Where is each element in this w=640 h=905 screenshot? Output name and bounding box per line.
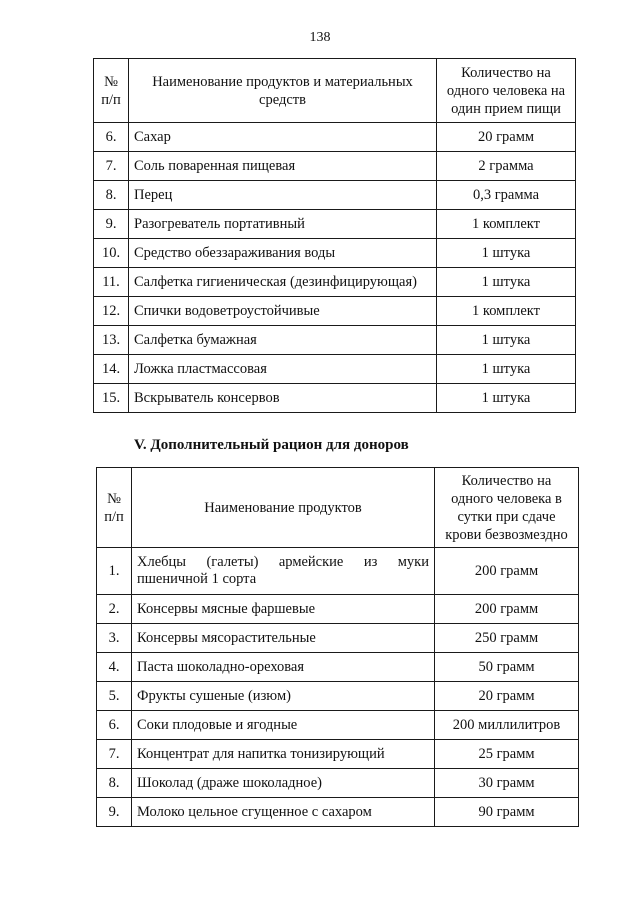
row-quantity: 90 грамм	[435, 798, 579, 827]
row-name: Концентрат для напитка тонизирующий	[132, 740, 435, 769]
row-number: 15.	[94, 384, 129, 413]
row-name: Спички водоветроустойчивые	[129, 297, 437, 326]
row-number: 10.	[94, 239, 129, 268]
table-row	[97, 798, 579, 827]
table-row	[94, 297, 576, 326]
row-quantity: 200 миллилитров	[435, 711, 579, 740]
row-quantity: 25 грамм	[435, 740, 579, 769]
row-name: Сахар	[129, 123, 437, 152]
row-name: Паста шоколадно-ореховая	[132, 653, 435, 682]
row-quantity: 0,3 грамма	[437, 181, 576, 210]
table-row	[97, 740, 579, 769]
row-quantity: 1 штука	[437, 384, 576, 413]
table-row	[94, 384, 576, 413]
column-header-quantity: Количество на одного человека в сутки при сдаче крови безвозмездно	[435, 468, 579, 548]
row-quantity: 2 грамма	[437, 152, 576, 181]
row-number: 8.	[94, 181, 129, 210]
row-number: 8.	[97, 769, 132, 798]
row-quantity: 1 штука	[437, 268, 576, 297]
table-row	[97, 595, 579, 624]
row-name: Молоко цельное сгущенное с сахаром	[132, 798, 435, 827]
row-quantity: 20 грамм	[437, 123, 576, 152]
row-quantity: 1 штука	[437, 326, 576, 355]
row-name: Средство обеззараживания воды	[129, 239, 437, 268]
row-number: 3.	[97, 624, 132, 653]
table-row	[94, 355, 576, 384]
row-number: 6.	[94, 123, 129, 152]
table-row	[97, 548, 579, 595]
row-number: 4.	[97, 653, 132, 682]
column-header-name: Наименование продуктов и материальных средств	[129, 59, 437, 123]
row-number: 12.	[94, 297, 129, 326]
row-name: Фрукты сушеные (изюм)	[132, 682, 435, 711]
row-number: 2.	[97, 595, 132, 624]
column-header-quantity: Количество на одного человека на один прием пищи	[437, 59, 576, 123]
column-header-number: № п/п	[97, 468, 132, 548]
row-quantity: 200 грамм	[435, 548, 579, 595]
row-number: 6.	[97, 711, 132, 740]
row-name: Консервы мясные фаршевые	[132, 595, 435, 624]
row-name: Ложка пластмассовая	[129, 355, 437, 384]
table-row	[97, 711, 579, 740]
table-row	[94, 268, 576, 297]
row-quantity: 1 комплект	[437, 297, 576, 326]
row-name: Вскрыватель консервов	[129, 384, 437, 413]
row-name: Соль поваренная пищевая	[129, 152, 437, 181]
row-name: Хлебцы (галеты) армейские из муки пшеничной 1 сорта	[132, 548, 435, 595]
page-number: 138	[309, 30, 331, 45]
row-quantity: 50 грамм	[435, 653, 579, 682]
row-quantity: 20 грамм	[435, 682, 579, 711]
row-name: Шоколад (драже шоколадное)	[132, 769, 435, 798]
row-number: 9.	[97, 798, 132, 827]
row-name: Разогреватель портативный	[129, 210, 437, 239]
table-header-row	[97, 468, 579, 548]
row-quantity: 30 грамм	[435, 769, 579, 798]
row-quantity: 1 штука	[437, 355, 576, 384]
row-number: 14.	[94, 355, 129, 384]
table-row	[97, 624, 579, 653]
table-row	[94, 123, 576, 152]
row-quantity: 1 штука	[437, 239, 576, 268]
row-number: 7.	[97, 740, 132, 769]
row-number: 13.	[94, 326, 129, 355]
column-header-name: Наименование продуктов	[132, 468, 435, 548]
row-name: Соки плодовые и ягодные	[132, 711, 435, 740]
row-number: 1.	[97, 548, 132, 595]
table-row	[94, 152, 576, 181]
section-title: V. Дополнительный рацион для доноров	[134, 437, 409, 453]
donor-ration-table	[96, 467, 579, 827]
row-name: Консервы мясорастительные	[132, 624, 435, 653]
row-number: 5.	[97, 682, 132, 711]
row-quantity: 250 грамм	[435, 624, 579, 653]
column-header-number: № п/п	[94, 59, 129, 123]
row-number: 11.	[94, 268, 129, 297]
table-row	[94, 326, 576, 355]
row-name: Салфетка бумажная	[129, 326, 437, 355]
table-row	[94, 181, 576, 210]
row-number: 7.	[94, 152, 129, 181]
row-name: Салфетка гигиеническая (дезинфицирующая)	[129, 268, 437, 297]
table-row	[97, 682, 579, 711]
table-row	[97, 653, 579, 682]
table-header-row	[94, 59, 576, 123]
table-row	[97, 769, 579, 798]
table-row	[94, 210, 576, 239]
row-name: Перец	[129, 181, 437, 210]
materials-table	[93, 58, 576, 413]
table-row	[94, 239, 576, 268]
row-quantity: 1 комплект	[437, 210, 576, 239]
row-quantity: 200 грамм	[435, 595, 579, 624]
row-number: 9.	[94, 210, 129, 239]
